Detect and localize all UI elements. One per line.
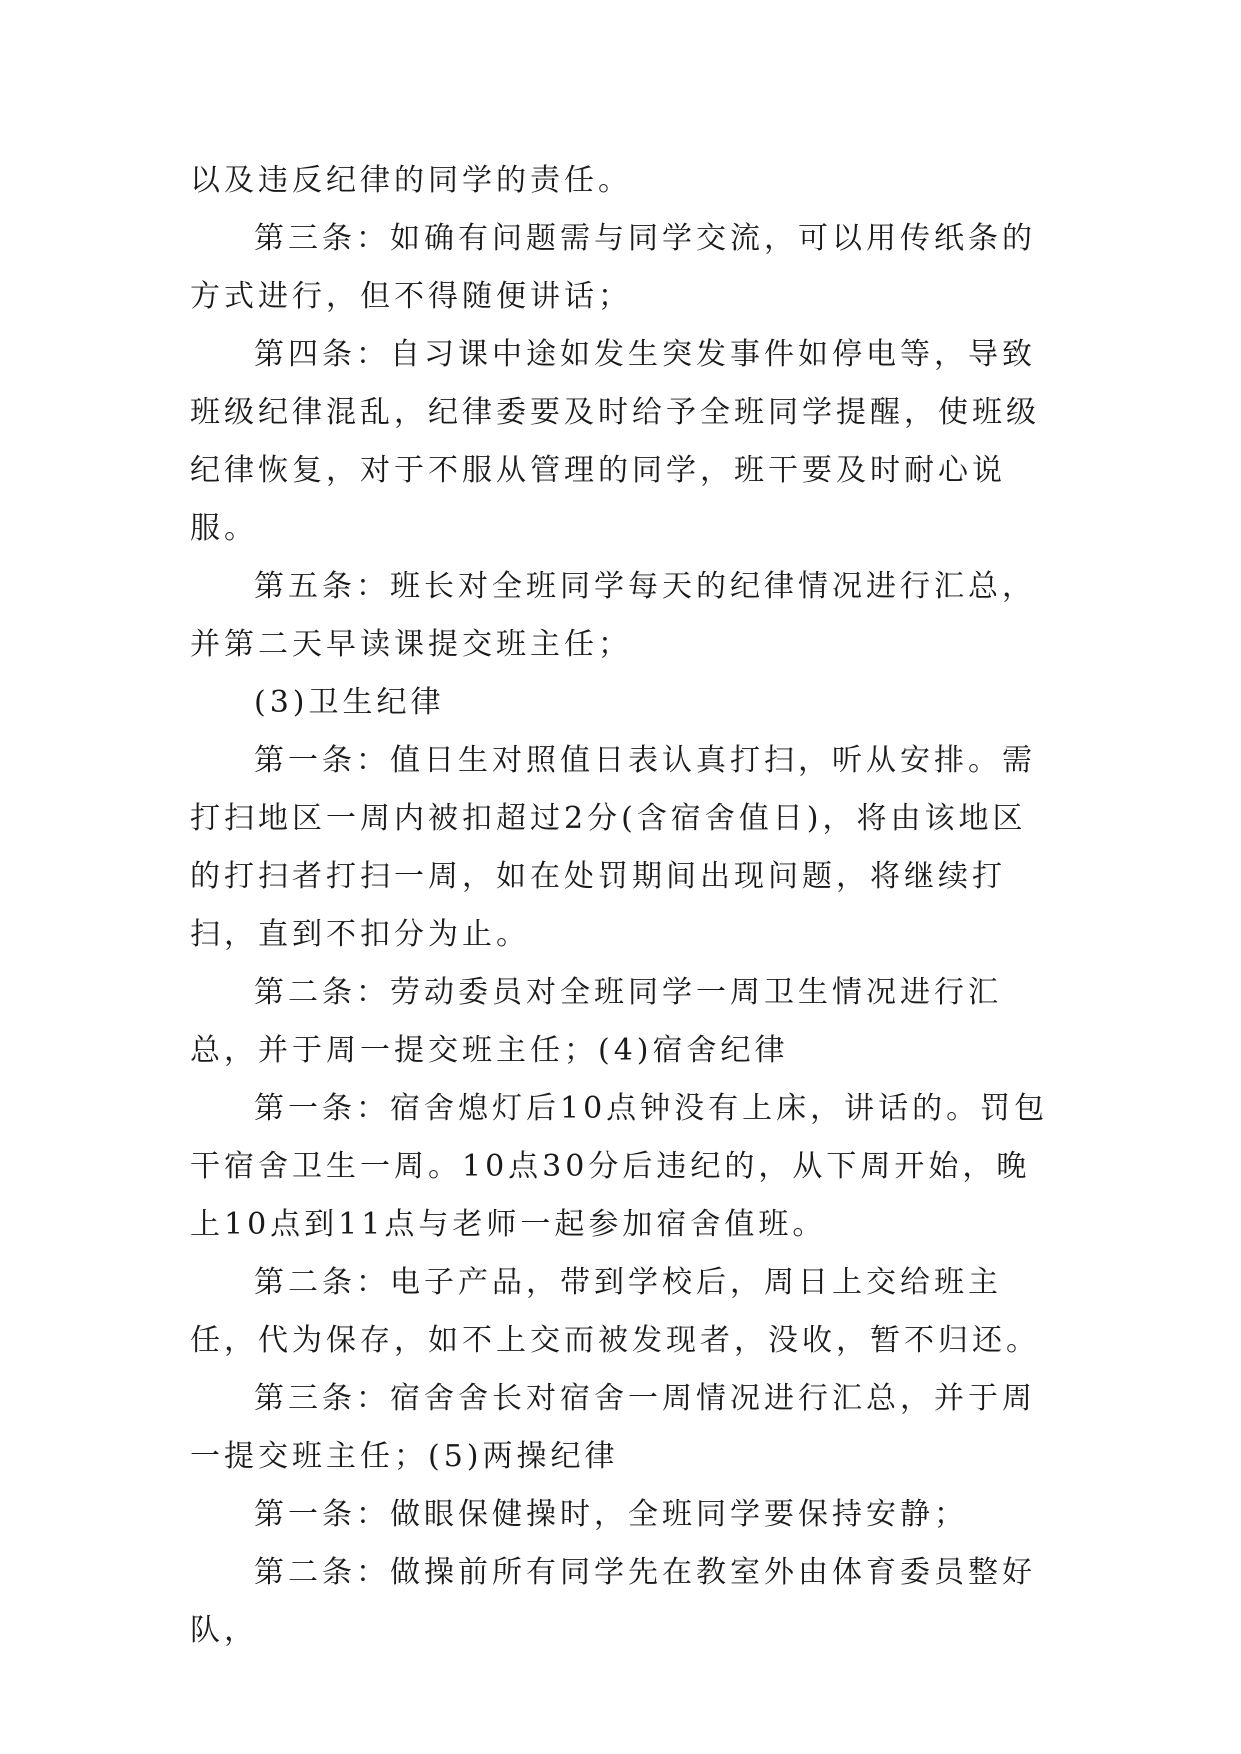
paragraph-hygiene-rule-2: 第二条：劳动委员对全班同学一周卫生情况进行汇总，并于周一提交班主任；(4)宿舍纪律: [190, 975, 1002, 1068]
paragraph-hygiene-rule-1: 第一条：值日生对照值日表认真打扫，听从安排。需打扫地区一周内被扣超过2分(含宿舍值日)，将由该地区的打扫者打扫一周，如在处罚期间出现问题，将继续打扫，直到不扣分为止。: [190, 743, 1036, 952]
paragraph-discipline-rule-3: 第三条：如确有问题需与同学交流，可以用传纸条的方式进行，但不得随便讲话；: [190, 221, 1036, 314]
paragraph-exercise-rule-1: 第一条：做眼保健操时，全班同学要保持安静；: [254, 1497, 968, 1532]
section-heading-hygiene: (3)卫生纪律: [254, 685, 445, 720]
document-body: [190, 152, 1060, 1660]
paragraph-discipline-rule-5: 第五条：班长对全班同学每天的纪律情况进行汇总，并第二天早读课提交班主任；: [190, 569, 1036, 662]
paragraph-discipline-rule-4: 第四条：自习课中途如发生突发事件如停电等，导致班级纪律混乱，纪律委要及时给予全班同学提醒，使班级纪律恢复，对于不服从管理的同学，班干要及时耐心说服。: [190, 337, 1040, 546]
paragraph-exercise-rule-2: 第二条：做操前所有同学先在教室外由体育委员整好队，: [190, 1555, 1036, 1648]
paragraph-continuation: 以及违反纪律的同学的责任。: [190, 163, 632, 198]
paragraph-dorm-rule-3: 第三条：宿舍舍长对宿舍一周情况进行汇总，并于周一提交班主任；(5)两操纪律: [190, 1381, 1036, 1474]
paragraph-dorm-rule-1: 第一条：宿舍熄灯后10点钟没有上床，讲话的。罚包干宿舍卫生一周。10点30分后违纪的，从下周开始，晚上10点到11点与老师一起参加宿舍值班。: [190, 1091, 1049, 1242]
paragraph-dorm-rule-2: 第二条：电子产品，带到学校后，周日上交给班主任，代为保存，如不上交而被发现者，没收，暂不归还。: [190, 1265, 1040, 1358]
